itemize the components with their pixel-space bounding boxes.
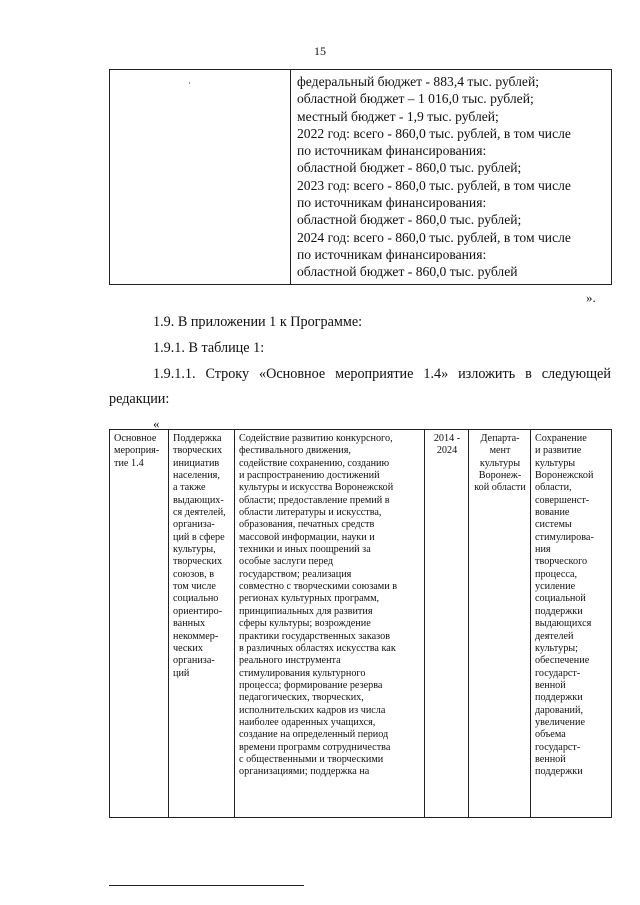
cell-line: содействие сохранению, созданию bbox=[239, 457, 390, 469]
cell-line: системы bbox=[535, 519, 572, 531]
cell-line: Содействие развитию конкурсного, bbox=[239, 433, 393, 444]
measures-table bbox=[109, 429, 612, 818]
cell-line: особые заслуги перед bbox=[239, 556, 334, 568]
paragraph-word: в bbox=[525, 366, 532, 382]
cell-line: времени программ сотрудничества bbox=[239, 741, 391, 753]
cell-line: поддержки bbox=[535, 605, 583, 617]
cell-line: венной bbox=[535, 679, 566, 691]
footer-rule bbox=[109, 885, 304, 886]
cell-expected-result bbox=[531, 430, 611, 817]
funding-line: 2024 год: всего - 860,0 тыс. рублей, в том числе bbox=[297, 229, 571, 245]
cell-line: союзов, в bbox=[173, 568, 214, 580]
funding-line: областной бюджет - 860,0 тыс. рублей; bbox=[297, 212, 522, 228]
cell-line: ческих bbox=[173, 642, 203, 654]
paragraph-1-9: 1.9. В приложении 1 к Программе: bbox=[153, 314, 363, 330]
cell-line: области литературы и искусства, bbox=[239, 507, 382, 519]
page-number: 15 bbox=[314, 44, 326, 58]
cell-line: государством; реализация bbox=[239, 568, 352, 580]
cell-line: государст- bbox=[535, 667, 581, 679]
cell-line: а также bbox=[173, 482, 206, 494]
cell-line: творческих bbox=[173, 445, 223, 457]
funding-line: областной бюджет – 1 016,0 тыс. рублей; bbox=[297, 91, 534, 107]
cell-line: культуры bbox=[535, 457, 576, 469]
cell-line: стимулирова- bbox=[535, 531, 594, 543]
funding-line: 2022 год: всего - 860,0 тыс. рублей, в том числе bbox=[297, 125, 571, 141]
cell-line: педагогических, творческих, bbox=[239, 692, 364, 704]
cell-line: Департа- bbox=[480, 433, 520, 444]
cell-line: ния bbox=[535, 544, 551, 556]
cell-line: совместно с творческими союзами в bbox=[239, 581, 398, 593]
cell-line: кой области bbox=[474, 482, 526, 494]
paragraph-word: «Основное bbox=[259, 366, 326, 382]
cell-line: массовой информации, науки и bbox=[239, 531, 375, 543]
cell-line: исполнительских кадров из числа bbox=[239, 704, 386, 716]
cell-line: мент bbox=[489, 445, 511, 457]
cell-line: населения, bbox=[173, 470, 220, 482]
cell-line: организа- bbox=[173, 655, 215, 667]
paragraph-1-9-1: 1.9.1. В таблице 1: bbox=[153, 340, 265, 356]
cell-line: культуры и искусства Воронежской bbox=[239, 482, 394, 494]
cell-line: венной bbox=[535, 753, 566, 765]
cell-line: социальной bbox=[535, 593, 586, 605]
cell-measure-number bbox=[110, 430, 169, 817]
cell-line: процесса; формирование резерва bbox=[239, 679, 383, 691]
cell-line: 2014 - bbox=[433, 433, 461, 444]
paragraph-word: следующей bbox=[541, 366, 611, 382]
paragraph-word: 1.4» bbox=[423, 366, 449, 382]
funding-table-right-cell bbox=[291, 70, 611, 284]
cell-line: регионах культурных программ, bbox=[239, 593, 380, 605]
funding-table-left-cell bbox=[110, 70, 291, 284]
cell-line: вование bbox=[535, 507, 570, 519]
cell-line: Воронеж- bbox=[478, 470, 522, 482]
paragraph-1-9-1-1 bbox=[153, 366, 611, 383]
funding-line: 2023 год: всего - 860,0 тыс. рублей, в том числе bbox=[297, 177, 571, 193]
cell-line: поддержки bbox=[535, 766, 583, 778]
cell-line: Поддержка bbox=[173, 433, 222, 444]
cell-line: Воронежской bbox=[535, 470, 594, 482]
cell-line: совершенст- bbox=[535, 494, 590, 506]
cell-line: ся деятелей, bbox=[173, 507, 226, 519]
cell-line: 2024 bbox=[436, 445, 458, 457]
cell-line: в различных областях искусства как bbox=[239, 642, 396, 654]
cell-line: Сохранение bbox=[535, 433, 587, 444]
cell-line: практики государственных заказов bbox=[239, 630, 391, 642]
paragraph-word: Строку bbox=[205, 366, 250, 382]
cell-line: культуры bbox=[479, 457, 521, 469]
cell-line: мероприя- bbox=[114, 445, 160, 457]
cell-line: техники и иных поощрений за bbox=[239, 544, 371, 556]
paragraph-word: мероприятие bbox=[335, 366, 414, 382]
paragraph-word: изложить bbox=[458, 366, 516, 382]
cell-line: области; предоставление премий в bbox=[239, 494, 390, 506]
cell-line: стимулирования культурного bbox=[239, 667, 366, 679]
cell-period bbox=[425, 430, 469, 817]
cell-line: с общественными и творческими bbox=[239, 753, 384, 765]
stray-mark: · bbox=[188, 78, 191, 88]
funding-line: федеральный бюджет - 883,4 тыс. рублей; bbox=[297, 74, 540, 89]
cell-line: ций bbox=[173, 667, 190, 679]
cell-line: и распространению достижений bbox=[239, 470, 380, 482]
funding-line: по источникам финансирования: bbox=[297, 246, 487, 262]
funding-line: по источникам финансирования: bbox=[297, 143, 487, 159]
cell-line: творческого bbox=[535, 556, 588, 568]
paragraph-continuation: редакции: bbox=[109, 391, 170, 407]
cell-line: поддержки bbox=[535, 692, 583, 704]
cell-line: фестивального движения, bbox=[239, 445, 351, 457]
cell-line: принципиальных для развития bbox=[239, 605, 373, 617]
cell-line: образования, печатных средств bbox=[239, 519, 375, 531]
cell-line: объема bbox=[535, 729, 566, 741]
funding-line: местный бюджет - 1,9 тыс. рублей; bbox=[297, 108, 499, 124]
opening-quote: « bbox=[153, 416, 160, 431]
cell-line: ориентиро- bbox=[173, 605, 223, 617]
cell-measure-name bbox=[169, 430, 235, 817]
cell-line: ванных bbox=[173, 618, 206, 630]
cell-line: обеспечение bbox=[535, 655, 590, 667]
cell-line: культуры, bbox=[173, 544, 216, 556]
cell-line: социально bbox=[173, 593, 219, 605]
cell-line: создание на определенный период bbox=[239, 729, 389, 741]
cell-line: государст- bbox=[535, 741, 581, 753]
cell-line: сферы культуры; возрождение bbox=[239, 618, 371, 630]
cell-line: организациями; поддержка на bbox=[239, 766, 370, 778]
cell-line: организа- bbox=[173, 519, 215, 531]
cell-line: ций в сфере bbox=[173, 531, 225, 543]
cell-line: усиление bbox=[535, 581, 576, 593]
cell-line: процесса, bbox=[535, 568, 578, 580]
cell-line: деятелей bbox=[535, 630, 574, 642]
cell-line: наиболее одаренных учащихся, bbox=[239, 716, 376, 728]
funding-line: областной бюджет - 860,0 тыс. рублей; bbox=[297, 160, 522, 176]
funding-line: по источникам финансирования: bbox=[297, 195, 487, 211]
cell-executor bbox=[469, 430, 531, 817]
cell-measure-content bbox=[235, 430, 425, 817]
closing-quote: ». bbox=[586, 290, 596, 305]
paragraph-word: 1.9.1.1. bbox=[153, 366, 196, 382]
funding-line: областной бюджет - 860,0 тыс. рублей bbox=[297, 264, 518, 280]
cell-line: выдающихся bbox=[535, 618, 592, 630]
cell-line: выдающих- bbox=[173, 494, 224, 506]
cell-line: Основное bbox=[114, 433, 157, 444]
cell-line: творческих bbox=[173, 556, 223, 568]
cell-line: некоммер- bbox=[173, 630, 219, 642]
cell-line: инициатив bbox=[173, 457, 220, 469]
cell-line: культуры; bbox=[535, 642, 578, 654]
cell-line: и развитие bbox=[535, 445, 582, 457]
cell-line: области, bbox=[535, 482, 572, 494]
cell-line: том числе bbox=[173, 581, 216, 593]
cell-line: увеличение bbox=[535, 716, 585, 728]
cell-line: тие 1.4 bbox=[114, 457, 144, 469]
cell-line: реального инструмента bbox=[239, 655, 341, 667]
cell-line: дарований, bbox=[535, 704, 583, 716]
funding-table bbox=[109, 69, 612, 285]
